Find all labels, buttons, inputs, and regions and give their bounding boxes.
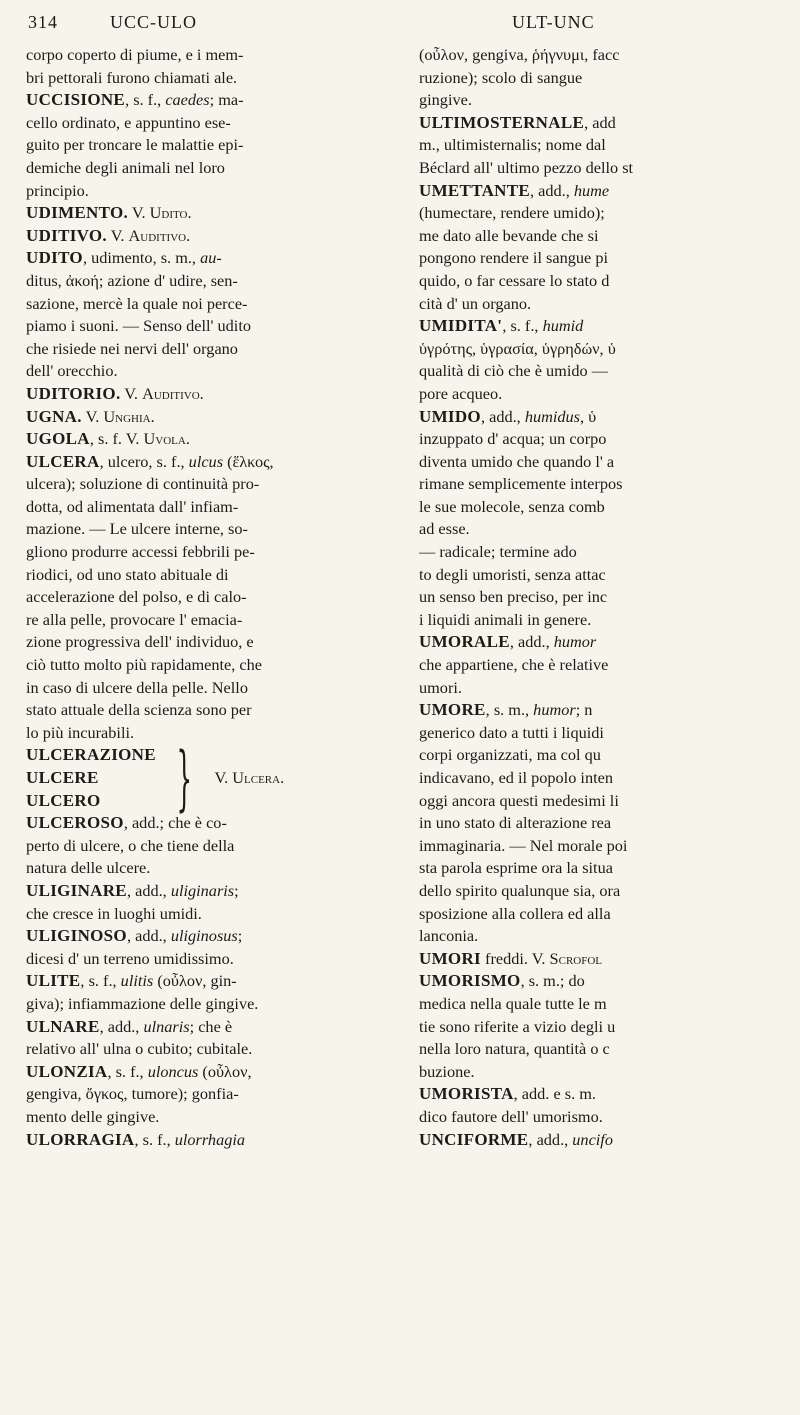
ref-target: Unghia. — [103, 406, 155, 426]
line-text: ὑγρότης, ὑγρασία, ὑγρηδών, ὑ — [419, 338, 616, 358]
line-text: le sue molecole, senza comb — [419, 496, 605, 516]
line-text: rimane semplicemente interpos — [419, 474, 623, 494]
text-line — [26, 586, 404, 609]
running-head-left: UCC-ULO — [110, 12, 197, 32]
text-line — [26, 654, 404, 677]
latin-term: uncifo — [572, 1129, 613, 1149]
dictionary-entry — [419, 948, 800, 971]
entry-text: , add — [584, 112, 616, 132]
line-text: cità d' un organo. — [419, 293, 532, 313]
text-line — [419, 1038, 800, 1061]
latin-term: ulitis — [120, 971, 154, 991]
text-line — [26, 948, 404, 971]
headword: ULNARE — [26, 1016, 100, 1036]
entry-group — [26, 737, 404, 820]
line-text: quido, o far cessare lo stato d — [419, 270, 610, 290]
line-text: generico dato a tutti i liquidi — [419, 722, 604, 742]
entry-text: , s. f., — [134, 1129, 175, 1149]
text-line — [419, 67, 800, 90]
text-line — [419, 383, 800, 406]
text-line — [419, 225, 800, 248]
line-text: in uno stato di alterazione rea — [419, 813, 612, 833]
cross-reference — [214, 767, 284, 790]
text-line — [419, 1016, 800, 1039]
line-text: dicesi d' un terreno umidissimo. — [26, 948, 234, 968]
line-text: Béclard all' ultimo pezzo dello st — [419, 157, 634, 177]
brace-glyph: } — [176, 737, 192, 820]
line-text: dotta, od alimentata dall' infiam- — [26, 496, 239, 516]
headword: ULONZIA — [26, 1061, 108, 1081]
entry-text: ; ma- — [209, 90, 244, 110]
dictionary-entry — [26, 383, 404, 406]
line-text: me dato alle bevande che si — [419, 225, 599, 245]
line-text: pore acqueo. — [419, 383, 503, 403]
text-line — [26, 564, 404, 587]
headword: UDITORIO. — [26, 383, 121, 403]
text-line — [419, 586, 800, 609]
line-text: cello ordinato, e appuntino ese- — [26, 112, 231, 132]
line-text: in caso di ulcere della pelle. Nello — [26, 677, 248, 697]
entry-text: , add.; che è co- — [123, 813, 227, 833]
line-text: tie sono riferite a vizio degli u — [419, 1016, 616, 1036]
text-line — [419, 157, 800, 180]
text-line — [419, 654, 800, 677]
headword: UMORI — [419, 948, 481, 968]
headword: UGOLA — [26, 429, 90, 449]
text-line — [419, 518, 800, 541]
entry-text: ; n — [575, 700, 593, 720]
dictionary-entry — [419, 112, 800, 135]
dictionary-entry — [26, 247, 404, 270]
headword: UMORISMO — [419, 971, 521, 991]
line-text: qualità di ciò che è umido — — [419, 361, 608, 381]
dictionary-entry — [26, 406, 404, 429]
text-line — [419, 270, 800, 293]
ref-target: Uvola. — [143, 429, 190, 449]
headword: ULTIMOSTERNALE — [419, 112, 585, 132]
text-line — [26, 180, 404, 203]
text-line — [419, 1106, 800, 1129]
entry-text: freddi. V. — [480, 948, 550, 968]
headword: ULCERAZIONE — [26, 745, 156, 765]
text-line — [26, 857, 404, 880]
headword: UDITIVO. — [26, 225, 107, 245]
dictionary-entry — [419, 631, 800, 654]
line-text: oggi ancora questi medesimi li — [419, 790, 619, 810]
entry-text: V. — [81, 406, 104, 426]
latin-term: uliginosus — [170, 926, 238, 946]
dictionary-entry — [26, 451, 404, 474]
entry-text: , add., — [480, 406, 525, 426]
line-text: perto di ulcere, o che tiene della — [26, 835, 235, 855]
entry-text: V. — [128, 203, 150, 223]
text-line — [419, 428, 800, 451]
text-line — [419, 812, 800, 835]
entry-text: , add., — [528, 1129, 573, 1149]
entry-text: , ulcero, s. f., — [99, 451, 189, 471]
line-text: che appartiene, che è relative — [419, 655, 609, 675]
line-text: guito per troncare le malattie epi- — [26, 135, 244, 155]
text-line — [419, 338, 800, 361]
ref-label: V. — [214, 768, 233, 787]
dictionary-entry — [26, 428, 404, 451]
text-line — [26, 1038, 404, 1061]
dictionary-entry — [419, 970, 800, 993]
headword: UDITO — [26, 248, 83, 268]
entry-text: , s. m., — [485, 700, 534, 720]
entry-text: , add., — [509, 632, 554, 652]
headword: UMIDO — [419, 406, 481, 426]
line-text: nella loro natura, quantità o c — [419, 1039, 610, 1059]
line-text: che risiede nei nervi dell' organo — [26, 338, 238, 358]
text-line — [419, 744, 800, 767]
dictionary-entry — [419, 180, 800, 203]
running-head-right: ULT-UNC — [512, 12, 595, 32]
line-text: gengiva, ὄγκος, tumore); gonfia- — [26, 1084, 239, 1104]
line-text: (οὖλον, gengiva, ῥήγνυμι, facc — [419, 45, 620, 64]
entry-text: ; — [234, 880, 239, 900]
line-text: dell' orecchio. — [26, 361, 118, 381]
entry-text: , s. f., — [125, 90, 166, 110]
text-line — [419, 44, 800, 67]
line-text: ciò tutto molto più rapidamente, che — [26, 655, 263, 675]
latin-term: ulcus — [188, 451, 224, 471]
entry-text: , udimento, s. m., — [82, 248, 201, 268]
line-text: lo più incurabili. — [26, 722, 135, 742]
entry-text: , ὑ — [580, 406, 597, 426]
latin-term: humidus — [524, 406, 580, 426]
headword: ULITE — [26, 971, 81, 991]
ref-target: Ulcera. — [232, 768, 285, 787]
page-number: 314 — [28, 12, 58, 32]
entry-text: V. — [106, 225, 129, 245]
latin-term: ulnaris — [143, 1016, 190, 1036]
line-text: (humectare, rendere umido); — [419, 203, 605, 223]
headword: UMORALE — [419, 632, 510, 652]
dictionary-entry — [26, 880, 404, 903]
line-text: principio. — [26, 180, 89, 200]
line-text: immaginaria. — Nel morale poi — [419, 835, 628, 855]
text-line — [419, 202, 800, 225]
line-text: giva); infiammazione delle gingive. — [26, 993, 259, 1013]
text-line — [419, 564, 800, 587]
text-line — [26, 903, 404, 926]
headword: UGNA. — [26, 406, 82, 426]
text-line — [419, 903, 800, 926]
dictionary-entry — [419, 315, 800, 338]
dictionary-entry — [26, 1061, 404, 1084]
text-line — [26, 518, 404, 541]
dictionary-entry — [26, 202, 404, 225]
line-text: sposizione alla collera ed alla — [419, 903, 611, 923]
text-line — [419, 722, 800, 745]
line-text: lanconia. — [419, 926, 479, 946]
dictionary-entry — [419, 1083, 800, 1106]
headword: ULCEROSO — [26, 813, 124, 833]
headword: UMETTANTE — [419, 180, 531, 200]
line-text: gliono produrre accessi febbrili pe- — [26, 542, 255, 562]
line-text: corpi organizzati, ma col qu — [419, 745, 601, 765]
line-text: relativo all' ulna o cubito; cubitale. — [26, 1039, 253, 1059]
entry-text: , add., — [126, 926, 171, 946]
entry-text: , add., — [126, 880, 171, 900]
line-text: mento delle gingive. — [26, 1106, 160, 1126]
line-text: i liquidi animali in genere. — [419, 609, 592, 629]
text-line — [26, 496, 404, 519]
text-line — [26, 134, 404, 157]
line-text: mazione. — Le ulcere interne, so- — [26, 519, 248, 539]
entry-text: ; che è — [189, 1016, 233, 1036]
latin-term: au- — [200, 248, 222, 268]
line-text: ad esse. — [419, 519, 470, 539]
entry-text: , add., — [530, 180, 574, 200]
headword: ULCERA — [26, 451, 100, 471]
text-line — [26, 722, 404, 745]
dictionary-entry — [26, 812, 404, 835]
headword: UMORE — [419, 700, 486, 720]
text-line — [419, 89, 800, 112]
latin-term: uliginaris — [170, 880, 235, 900]
ref-target: Scrofol — [549, 948, 603, 968]
text-line — [419, 247, 800, 270]
line-text: pongono rendere il sangue pi — [419, 248, 608, 268]
text-line — [419, 790, 800, 813]
text-line — [26, 338, 404, 361]
left-column — [26, 44, 404, 1151]
line-text: indicavano, ed il popolo inten — [419, 768, 613, 787]
latin-term: caedes — [165, 90, 210, 110]
line-text: sazione, mercè la quale noi perce- — [26, 293, 248, 313]
text-line — [419, 473, 800, 496]
entry-text: , s. f., — [80, 971, 121, 991]
entry-text: , s. m.; do — [520, 971, 585, 991]
text-line — [419, 360, 800, 383]
text-line — [26, 631, 404, 654]
latin-term: humid — [542, 316, 584, 336]
text-line — [26, 67, 404, 90]
line-text: demiche degli animali nel loro — [26, 157, 225, 177]
text-line — [419, 677, 800, 700]
dictionary-entry — [419, 699, 800, 722]
text-line — [26, 44, 404, 67]
line-text: gingive. — [419, 90, 472, 110]
text-line — [419, 541, 800, 564]
entry-text: , add. e s. m. — [513, 1084, 596, 1104]
text-line — [26, 1083, 404, 1106]
headword: ULCERE — [26, 768, 99, 787]
entry-text: ; — [237, 926, 243, 946]
headword: ULORRAGIA — [26, 1129, 135, 1149]
line-text: ulcera); soluzione di continuità pro- — [26, 474, 260, 494]
text-line — [26, 473, 404, 496]
latin-term: hume — [573, 180, 610, 200]
latin-term: humor — [533, 700, 576, 720]
text-line — [26, 360, 404, 383]
text-line — [26, 1106, 404, 1129]
text-line — [26, 293, 404, 316]
text-line — [26, 677, 404, 700]
text-line — [419, 880, 800, 903]
line-text: buzione. — [419, 1061, 475, 1081]
line-text: stato attuale della scienza sono per — [26, 700, 252, 720]
dictionary-entry — [419, 406, 800, 429]
text-line — [26, 699, 404, 722]
line-text: corpo coperto di piume, e i mem- — [26, 45, 244, 64]
line-text: zione progressiva dell' individuo, e — [26, 632, 254, 652]
headword: UMORISTA — [419, 1084, 514, 1104]
line-text: un senso ben preciso, per inc — [419, 587, 608, 607]
text-line — [26, 835, 404, 858]
line-text: ruzione); scolo di sangue — [419, 67, 583, 87]
text-line — [26, 270, 404, 293]
dictionary-entry — [26, 925, 404, 948]
text-line — [419, 993, 800, 1016]
headword: ULIGINOSO — [26, 926, 127, 946]
text-line — [419, 134, 800, 157]
line-text: piamo i suoni. — Senso dell' udito — [26, 316, 251, 336]
latin-term: humor — [553, 632, 597, 652]
text-line — [419, 293, 800, 316]
text-line — [26, 993, 404, 1016]
line-text: dello spirito qualunque sia, ora — [419, 880, 621, 900]
text-line — [419, 451, 800, 474]
line-text: accelerazione del polso, e di calo- — [26, 587, 247, 607]
ref-target: Udito. — [149, 203, 192, 223]
line-text: to degli umoristi, senza attac — [419, 564, 606, 584]
ref-target: Auditivo. — [128, 225, 191, 245]
dictionary-entry — [26, 225, 404, 248]
headword: ULIGINARE — [26, 880, 127, 900]
text-line — [26, 609, 404, 632]
text-line — [26, 315, 404, 338]
entry-text: , s. f., — [502, 316, 543, 336]
headword: UNCIFORME — [419, 1129, 529, 1149]
line-text: riodici, od uno stato abituale di — [26, 564, 229, 584]
text-line — [419, 496, 800, 519]
text-line — [419, 609, 800, 632]
entry-text: V. — [120, 383, 143, 403]
dictionary-entry — [26, 89, 404, 112]
text-line — [419, 857, 800, 880]
line-text: sta parola esprime ora la situa — [419, 858, 613, 878]
entry-text: (ἕλκος, — [223, 451, 274, 471]
headword: UDIMENTO. — [26, 203, 129, 223]
text-line — [419, 925, 800, 948]
text-line — [419, 1061, 800, 1084]
text-line — [419, 767, 800, 790]
line-text: re alla pelle, provocare l' emacia- — [26, 609, 243, 629]
headword: UMIDITA' — [419, 316, 503, 336]
text-line — [26, 157, 404, 180]
dictionary-entry — [26, 970, 404, 993]
latin-term: uloncus — [147, 1061, 199, 1081]
dictionary-entry — [26, 1129, 404, 1152]
dictionary-entry — [419, 1129, 800, 1152]
headword: ULCERO — [26, 790, 101, 810]
dictionary-entry — [26, 1016, 404, 1039]
line-text: dicο fautore dell' umorismo. — [419, 1106, 603, 1126]
line-text: bri pettorali furono chiamati ale. — [26, 67, 238, 87]
running-header — [0, 12, 800, 40]
text-line — [419, 835, 800, 858]
headword: UCCISIONE — [26, 90, 126, 110]
line-text: natura delle ulcere. — [26, 858, 151, 878]
line-text: — radicale; termine ado — [419, 542, 577, 562]
line-text: diventa umido che quando l' a — [419, 451, 615, 471]
entry-text: , s. f. V. — [89, 429, 144, 449]
entry-text: , s. f., — [107, 1061, 148, 1081]
line-text: m., ultimisternalis; nome dal — [419, 135, 606, 155]
line-text: inzuppato d' acqua; un corpo — [419, 429, 607, 449]
line-text: che cresce in luoghi umidi. — [26, 903, 202, 923]
entry-text: , add., — [99, 1016, 144, 1036]
line-text: ditus, ἀκοή; azione d' udire, sen- — [26, 270, 238, 290]
text-line — [26, 541, 404, 564]
entry-text: (οὖλον, — [198, 1061, 252, 1081]
right-column — [419, 44, 800, 1151]
text-line — [26, 112, 404, 135]
line-text: umori. — [419, 677, 462, 697]
latin-term: ulorrhagia — [174, 1129, 246, 1149]
entry-text: (οὖλον, gin- — [153, 971, 237, 991]
line-text: medica nella quale tutte le m — [419, 993, 607, 1013]
ref-target: Auditivo. — [142, 383, 204, 403]
